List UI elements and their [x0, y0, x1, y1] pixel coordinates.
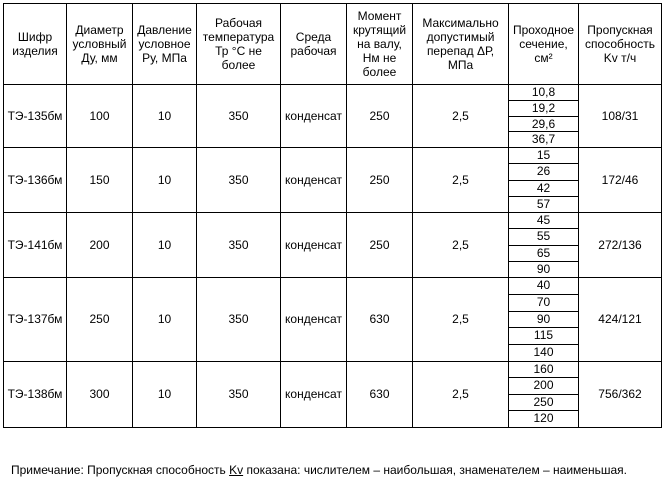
- cell-torque: 630: [347, 361, 413, 427]
- cell-flow-area: 40: [509, 278, 579, 295]
- cell-max-pressure-drop: 2,5: [413, 278, 509, 362]
- cell-code: ТЭ-136бм: [4, 148, 67, 213]
- cell-max-pressure-drop: 2,5: [413, 361, 509, 427]
- cell-max-pressure-drop: 2,5: [413, 148, 509, 213]
- cell-torque: 250: [347, 213, 413, 278]
- cell-medium: конденсат: [281, 361, 347, 427]
- table-row: [4, 85, 662, 101]
- cell-flow-area: 70: [509, 294, 579, 311]
- cell-flow-area: 10,8: [509, 85, 579, 101]
- cell-flow-area: 55: [509, 229, 579, 245]
- cell-diameter: 250: [67, 278, 133, 362]
- header-pressure: Давление условное Ру, МПа: [133, 4, 197, 85]
- cell-flow-area: 250: [509, 394, 579, 411]
- cell-torque: 630: [347, 278, 413, 362]
- header-torque: Момент крутящий на валу, Нм не более: [347, 4, 413, 85]
- cell-pressure: 10: [133, 361, 197, 427]
- cell-flow-area: 140: [509, 345, 579, 362]
- cell-flow-area: 36,7: [509, 132, 579, 148]
- cell-diameter: 100: [67, 85, 133, 148]
- cell-medium: конденсат: [281, 278, 347, 362]
- cell-temperature: 350: [197, 278, 281, 362]
- cell-flow-area: 29,6: [509, 116, 579, 132]
- header-diameter: Диаметр условный Ду, мм: [67, 4, 133, 85]
- header-code: Шифр изделия: [4, 4, 67, 85]
- cell-capacity: 108/31: [579, 85, 662, 148]
- cell-flow-area: 120: [509, 411, 579, 428]
- cell-code: ТЭ-137бм: [4, 278, 67, 362]
- cell-medium: конденсат: [281, 85, 347, 148]
- table-row: [4, 361, 662, 378]
- cell-flow-area: 57: [509, 196, 579, 212]
- table-body: [4, 85, 662, 428]
- header-row: [4, 4, 662, 85]
- cell-flow-area: 45: [509, 213, 579, 229]
- cell-diameter: 200: [67, 213, 133, 278]
- cell-diameter: 300: [67, 361, 133, 427]
- cell-capacity: 272/136: [579, 213, 662, 278]
- cell-temperature: 350: [197, 148, 281, 213]
- header-max-pressure-drop: Максимально допустимый перепад ΔР, МПа: [413, 4, 509, 85]
- footnote-prefix: Примечание: Пропускная способность: [11, 463, 230, 477]
- cell-medium: конденсат: [281, 213, 347, 278]
- cell-torque: 250: [347, 148, 413, 213]
- cell-flow-area: 200: [509, 378, 579, 395]
- cell-pressure: 10: [133, 213, 197, 278]
- cell-capacity: 172/46: [579, 148, 662, 213]
- cell-flow-area: 65: [509, 245, 579, 261]
- cell-flow-area: 90: [509, 261, 579, 277]
- cell-medium: конденсат: [281, 148, 347, 213]
- footnote: [11, 463, 627, 477]
- cell-temperature: 350: [197, 85, 281, 148]
- cell-flow-area: 160: [509, 361, 579, 378]
- cell-torque: 250: [347, 85, 413, 148]
- cell-code: ТЭ-138бм: [4, 361, 67, 427]
- header-temperature: Рабочая температура Тр °С не более: [197, 4, 281, 85]
- cell-code: ТЭ-135бм: [4, 85, 67, 148]
- cell-flow-area: 42: [509, 180, 579, 196]
- cell-flow-area: 19,2: [509, 100, 579, 116]
- cell-code: ТЭ-141бм: [4, 213, 67, 278]
- cell-flow-area: 90: [509, 311, 579, 328]
- footnote-kv: Kv: [229, 463, 244, 477]
- cell-pressure: 10: [133, 278, 197, 362]
- cell-flow-area: 115: [509, 328, 579, 345]
- cell-max-pressure-drop: 2,5: [413, 213, 509, 278]
- valve-spec-table: [3, 3, 662, 428]
- cell-flow-area: 26: [509, 164, 579, 180]
- table-row: [4, 278, 662, 295]
- cell-max-pressure-drop: 2,5: [413, 85, 509, 148]
- cell-capacity: 756/362: [579, 361, 662, 427]
- table-row: [4, 148, 662, 164]
- cell-pressure: 10: [133, 85, 197, 148]
- cell-pressure: 10: [133, 148, 197, 213]
- footnote-suffix: показана: числителем – наибольшая, знаменателем – наименьшая.: [243, 463, 627, 477]
- cell-temperature: 350: [197, 213, 281, 278]
- table-row: [4, 213, 662, 229]
- cell-flow-area: 15: [509, 148, 579, 164]
- header-capacity: Пропускная способность Kv т/ч: [579, 4, 662, 85]
- header-flow-area: Проходное сечение, см²: [509, 4, 579, 85]
- cell-temperature: 350: [197, 361, 281, 427]
- header-medium: Среда рабочая: [281, 4, 347, 85]
- cell-diameter: 150: [67, 148, 133, 213]
- cell-capacity: 424/121: [579, 278, 662, 362]
